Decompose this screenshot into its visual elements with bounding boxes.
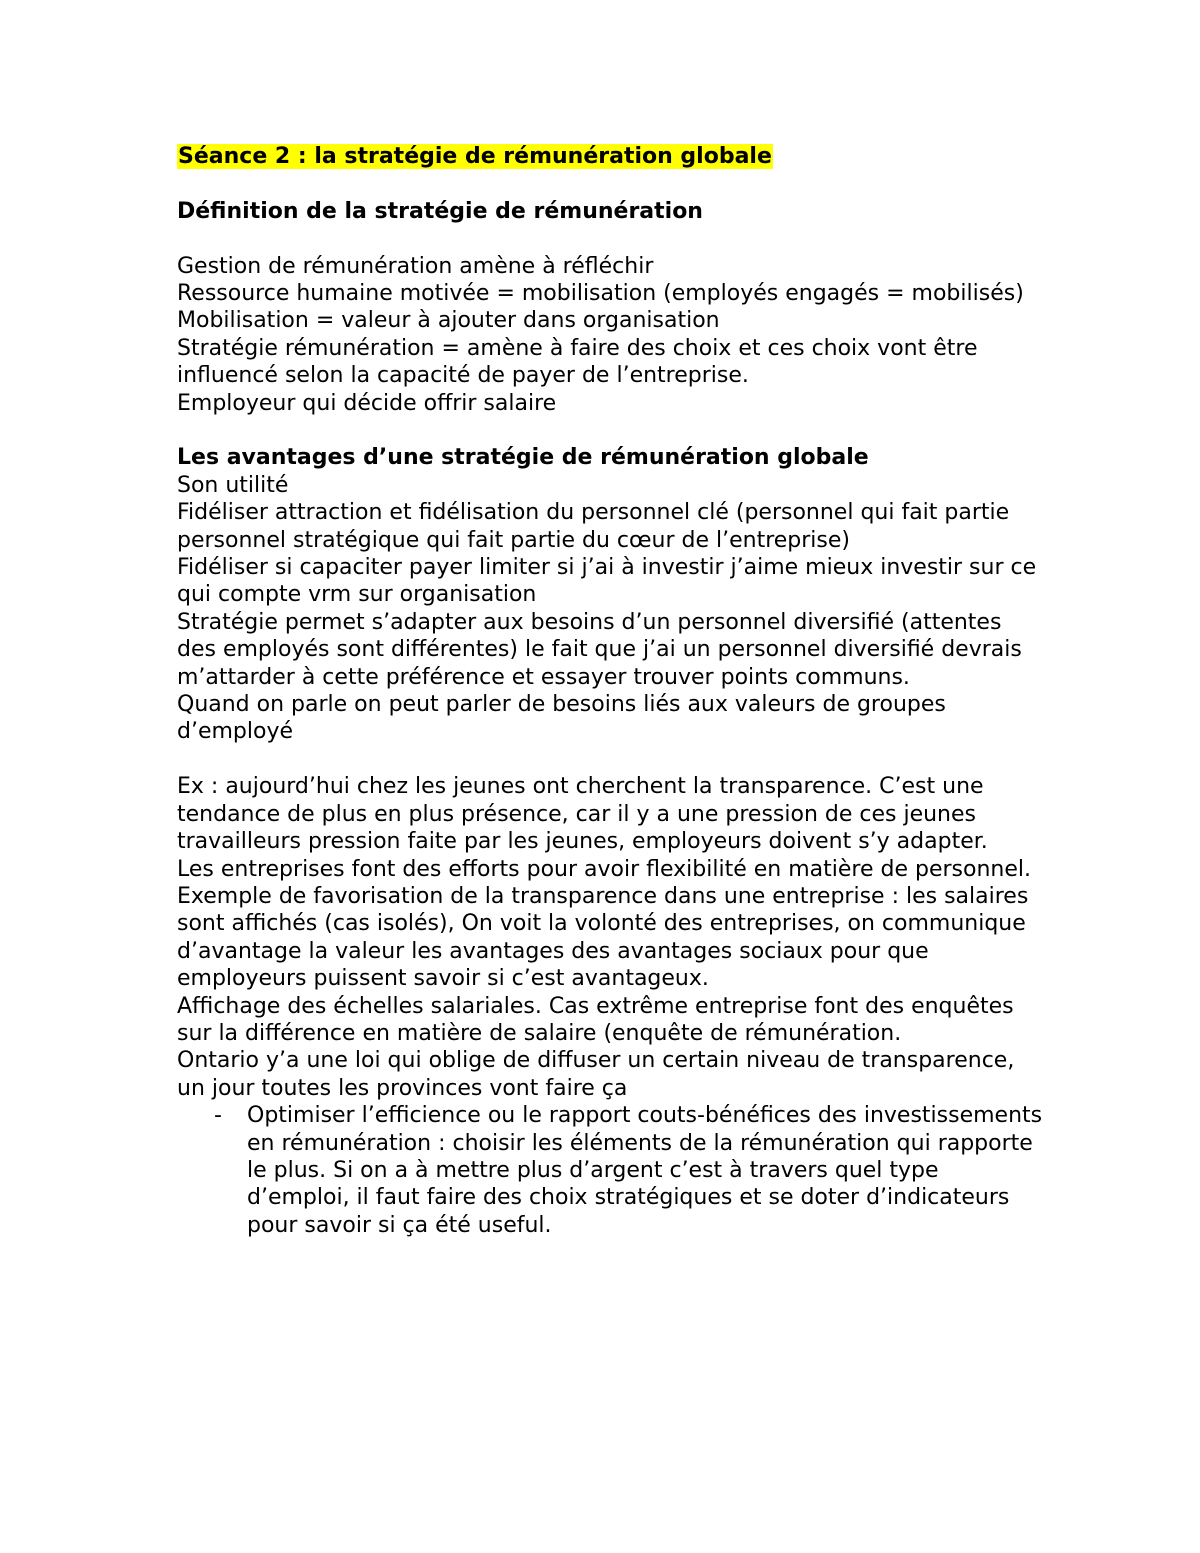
paragraph: Employeur qui décide offrir salaire xyxy=(177,390,557,416)
paragraph: Stratégie rémunération = amène à faire des choix et ces choix vont être influencé selon la capacité de payer de l’entreprise. xyxy=(177,335,978,389)
section-heading-avantages: Les avantages d’une stratégie de rémunération globale xyxy=(177,445,869,471)
paragraph: Exemple de favorisation de la transparence dans une entreprise : les salaires sont affichés (cas isolés), On voit la volonté des entreprises, on communique d’avantage la valeur les avantages des avantages sociaux pour que employeurs puissent savoir si c’est avantageux. xyxy=(177,883,1029,992)
spacer xyxy=(177,746,1047,773)
paragraph: Gestion de rémunération amène à réfléchir xyxy=(177,253,654,279)
section-heading-definition: Définition de la stratégie de rémunération xyxy=(177,198,703,224)
paragraph: Affichage des échelles salariales. Cas extrême entreprise font des enquêtes sur la différence en matière de salaire (enquête de rémunération. xyxy=(177,993,1014,1046)
paragraph: Son utilité xyxy=(177,472,289,498)
spacer xyxy=(177,417,1047,444)
list-item xyxy=(177,1102,1047,1239)
paragraph: Mobilisation = valeur à ajouter dans organisation xyxy=(177,308,720,334)
paragraph: Ressource humaine motivée = mobilisation (employés engagés = mobilisés) xyxy=(177,281,1024,306)
spacer xyxy=(177,170,1047,197)
paragraph: Ontario y’a une loi qui oblige de diffuser un certain niveau de transparence, un jour toutes les provinces vont faire ça xyxy=(177,1048,1015,1101)
paragraph: Fidéliser attraction et fidélisation du personnel clé (personnel qui fait partie personnel stratégique qui fait partie du cœur de l’entreprise) xyxy=(177,500,1010,553)
paragraph: Fidéliser si capaciter payer limiter si j’ai à investir j’aime mieux investir sur ce qui compte vrm sur organisation xyxy=(177,555,1037,608)
spacer xyxy=(177,225,1047,252)
bullet-list xyxy=(177,1102,1047,1239)
paragraph: Ex : aujourd’hui chez les jeunes ont cherchent la transparence. C’est une tendance de plus en plus présence, car il y a une pression de ces jeunes travailleurs pression faite par les jeunes, employeurs doivent s’y adapter. xyxy=(177,774,988,855)
bullet-marker: - xyxy=(214,1103,222,1129)
title-line xyxy=(177,143,1047,170)
document-title: Séance 2 : la stratégie de rémunération globale xyxy=(178,144,772,169)
paragraph: Les entreprises font des efforts pour avoir flexibilité en matière de personnel. xyxy=(177,856,1031,882)
paragraph: Quand on parle on peut parler de besoins liés aux valeurs de groupes d’employé xyxy=(177,692,946,745)
paragraph: Stratégie permet s’adapter aux besoins d’un personnel diversifié (attentes des employés sont différentes) le fait que j’ai un personnel diversifié devrais m’attarder à cette préférence et essayer trouver points communs. xyxy=(177,609,1022,690)
list-item-text: Optimiser l’efficience ou le rapport couts-bénéfices des investissements en rémunération : choisir les éléments de la rémunération qui rapporte le plus. Si on a à mettre plus d’argent c’est à travers quel type d’emploi, il faut faire des choix stratégiques et se doter d’indicateurs pour savoir si ça été useful. xyxy=(247,1103,1043,1238)
document-body xyxy=(177,143,1047,1239)
